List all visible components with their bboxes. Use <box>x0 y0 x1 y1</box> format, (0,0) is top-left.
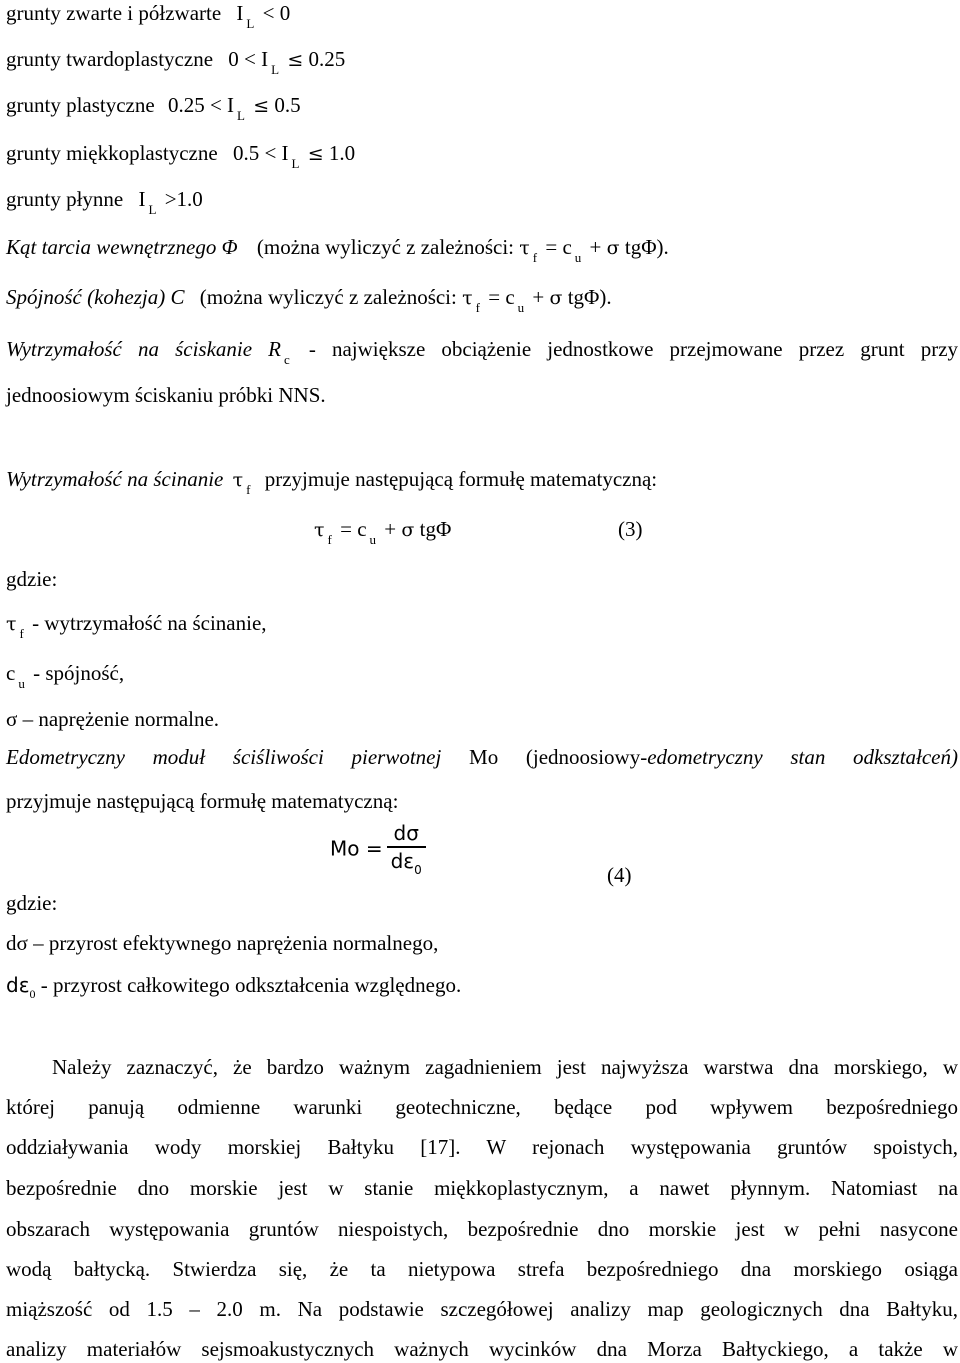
tgphi-symbol: tgΦ <box>567 285 600 309</box>
compressive-label: Wytrzymałość na ściskanie R <box>6 337 281 361</box>
sigma-symbol: σ <box>549 287 563 309</box>
soil-class-condition-pre: 0.5 < <box>232 141 277 165</box>
tau-symbol: τ <box>519 237 530 259</box>
where-item-tau <box>6 610 267 639</box>
where-header: gdzie: <box>6 567 58 591</box>
oedometric-symbol: Mo <box>469 745 499 769</box>
deps-symbol: dε <box>6 973 30 997</box>
where-item-dsigma: dσ – przyrost efektywnego naprężenia normalnego, <box>6 931 439 955</box>
soil-class-name: grunty plastyczne <box>6 93 155 117</box>
le-symbol: ≤ <box>307 143 324 165</box>
equation-number-3: (3) <box>618 517 643 541</box>
oedometric-definition-line2: przyjmuje następującą formułę matematyczną: <box>6 789 399 813</box>
u-sub: u <box>517 300 525 315</box>
oedometric-paren-b: edometryczny stan odkształceń) <box>647 745 959 769</box>
compressive-definition-line1 <box>6 336 958 365</box>
tgphi-symbol: tgΦ <box>419 517 452 541</box>
oedometric-label: Edometryczny moduł ściśliwości pierwotnej <box>6 745 442 769</box>
paragraph-line: której panują odmienne warunki geotechniczne, będące pod wpływem bezpośredniego <box>6 1095 958 1119</box>
soil-class-line <box>6 186 203 215</box>
u-sub: u <box>18 676 25 691</box>
c-symbol: c <box>505 285 515 309</box>
where-item-text: - przyrost całkowitego odkształcenia względnego. <box>40 973 462 997</box>
compressive-definition-line2: jednoosiowym ściskaniu próbki NNS. <box>6 383 326 407</box>
shear-label: Wytrzymałość na ścinanie <box>6 467 224 491</box>
where-item-text: - spójność, <box>33 661 125 685</box>
where-header: gdzie: <box>6 891 58 915</box>
cohesion-paren-close: ). <box>599 285 612 309</box>
symbol-I: I <box>261 47 269 71</box>
c-symbol: c <box>6 661 16 685</box>
tau-symbol: τ <box>314 519 325 541</box>
angle-paren-open: (można wyliczyć z zależności: <box>256 235 514 259</box>
le-symbol: ≤ <box>253 95 270 117</box>
compressive-sub: c <box>284 352 290 367</box>
soil-class-condition-pre: 0 < <box>228 47 256 71</box>
soil-class-name: grunty miękkoplastyczne <box>6 141 218 165</box>
soil-class-condition: < 0 <box>262 1 291 25</box>
angle-paren-close: ). <box>656 235 669 259</box>
f-sub: f <box>475 300 480 315</box>
tgphi-symbol: tgΦ <box>624 235 657 259</box>
deps-sub: 0 <box>29 987 36 1001</box>
soil-class-condition: 0.25 <box>308 47 346 71</box>
soil-class-condition-pre: 0.25 < <box>167 93 222 117</box>
sigma-symbol: σ <box>401 519 415 541</box>
u-sub: u <box>369 532 377 547</box>
tau-symbol: τ <box>6 613 17 635</box>
paragraph-line: miąższość od 1.5 – 2.0 m. Na podstawie szczegółowej analizy map geologicznych dna Bałtyku, <box>6 1297 958 1321</box>
equation-number-4: (4) <box>607 863 632 887</box>
soil-class-line <box>6 92 301 121</box>
u-sub: u <box>574 250 582 265</box>
symbol-L-sub: L <box>291 156 300 171</box>
soil-class-line <box>6 46 345 75</box>
cohesion-label: Spójność (kohezja) C <box>6 285 185 309</box>
soil-class-condition: >1.0 <box>164 187 203 211</box>
c-symbol: c <box>562 235 572 259</box>
soil-class-condition: 1.0 <box>328 141 356 165</box>
angle-definition <box>6 234 669 263</box>
symbol-I: I <box>281 141 289 165</box>
symbol-I: I <box>227 93 235 117</box>
cohesion-definition <box>6 284 612 313</box>
paragraph-line: bezpośrednie dno morskie jest w stanie miękkoplastycznym, a nawet płynnym. Natomiast na <box>6 1176 958 1200</box>
plus-symbol: + <box>589 235 602 259</box>
soil-class-line <box>6 140 355 169</box>
paragraph-line: Należy zaznaczyć, że bardzo ważnym zagadnieniem jest najwyższa warstwa dna morskiego, w <box>52 1055 958 1079</box>
shear-equation <box>314 516 451 545</box>
soil-class-name: grunty płynne <box>6 187 124 211</box>
eq-symbol: = <box>545 235 558 259</box>
f-sub: f <box>327 532 332 547</box>
formula-numerator: dσ <box>387 820 426 848</box>
oedometric-paren-a: (jednoosiowy- <box>525 745 648 769</box>
soil-class-condition: 0.5 <box>274 93 301 117</box>
oedometric-definition-line1 <box>6 744 958 770</box>
soil-class-name: grunty zwarte i półzwarte <box>6 1 222 25</box>
symbol-L-sub: L <box>237 108 245 123</box>
eq-symbol: = <box>340 517 352 541</box>
oedometric-equation <box>330 820 426 877</box>
plus-symbol: + <box>532 285 545 309</box>
cohesion-paren-open: (można wyliczyć z zależności: <box>199 285 457 309</box>
angle-label: Kąt tarcia wewnętrznego Φ <box>6 235 238 259</box>
f-sub: f <box>19 626 24 641</box>
symbol-L-sub: L <box>271 62 280 77</box>
paragraph-line: analizy materiałów sejsmoakustycznych ważnych wycinków dna Morza Bałtyckiego, a także w <box>6 1337 958 1361</box>
f-sub: f <box>246 482 251 497</box>
shear-text: przyjmuje następującą formułę matematyczną: <box>264 467 658 491</box>
formula-lhs: Mo = <box>330 836 383 861</box>
symbol-I: I <box>236 1 244 25</box>
sigma-symbol: σ <box>606 237 620 259</box>
symbol-I: I <box>138 187 146 211</box>
paragraph-line: obszarach występowania gruntów niespoistych, bezpośrednie dno morskie jest w pełni nasycone <box>6 1217 958 1241</box>
paragraph-line: wodą bałtycką. Stwierdza się, że ta nietypowa strefa bezpośredniego dna morskiego osiąga <box>6 1257 958 1281</box>
where-item-text: - wytrzymałość na ścinanie, <box>32 611 267 635</box>
where-item-deps <box>6 972 461 1001</box>
plus-symbol: + <box>384 517 397 541</box>
soil-class-name: grunty twardoplastyczne <box>6 47 214 71</box>
where-item-c <box>6 660 124 689</box>
symbol-L-sub: L <box>148 202 157 217</box>
where-item-sigma: σ – naprężenie normalne. <box>6 707 220 731</box>
c-symbol: c <box>357 517 367 541</box>
symbol-L-sub: L <box>246 16 255 31</box>
formula-fraction <box>387 820 426 877</box>
eq-symbol: = <box>488 285 501 309</box>
f-sub: f <box>532 250 538 265</box>
formula-denominator <box>387 848 426 877</box>
formula-den-symbol: dε <box>390 849 415 873</box>
tau-symbol: τ <box>462 287 473 309</box>
formula-den-sub: 0 <box>414 863 422 877</box>
tau-symbol: τ <box>232 469 244 491</box>
soil-class-line <box>6 0 290 29</box>
compressive-text: - największe obciążenie jednostkowe przejmowane przez grunt przy <box>308 337 959 361</box>
shear-definition <box>6 466 657 495</box>
le-symbol: ≤ <box>287 49 304 71</box>
paragraph-line: oddziaływania wody morskiej Bałtyku [17]. W rejonach występowania gruntów spoistych, <box>6 1135 958 1159</box>
